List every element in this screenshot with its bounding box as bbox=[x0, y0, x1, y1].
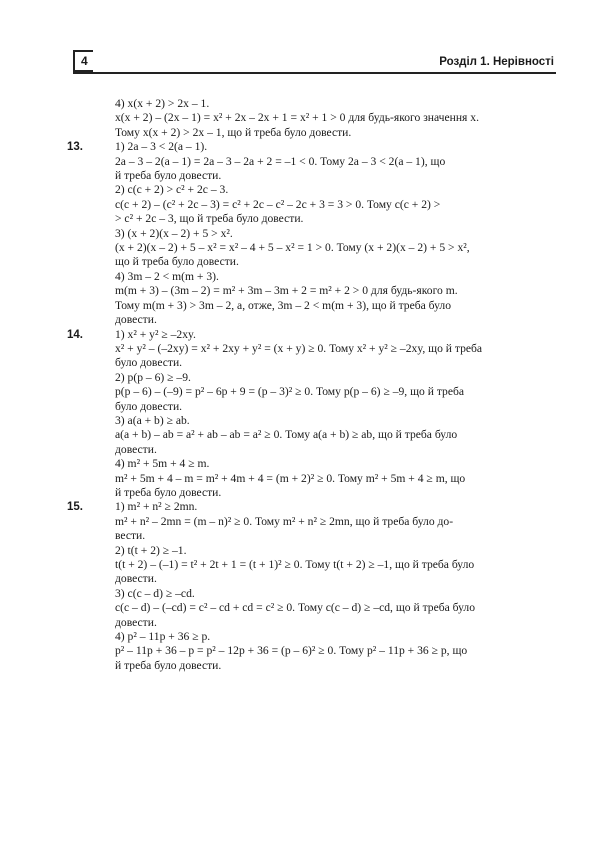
line-text: t(t + 2) – (–1) = t² + 2t + 1 = (t + 1)² ≥ 0. Тому t(t + 2) ≥ –1, що й треба було bbox=[115, 558, 475, 571]
line-text: 4) x(x + 2) > 2x – 1. bbox=[115, 97, 210, 110]
solution-line bbox=[115, 443, 555, 457]
line-text: > c² + 2c – 3, що й треба було довести. bbox=[115, 212, 304, 226]
line-text: m² + 5m + 4 – m = m² + 4m + 4 = (m + 2)² ≥ 0. Тому m² + 5m + 4 ≥ m, що bbox=[115, 471, 466, 485]
solutions-text bbox=[67, 97, 555, 673]
exercise-number: 14. bbox=[67, 328, 83, 341]
solution-line bbox=[115, 428, 555, 442]
solution-line bbox=[115, 169, 555, 183]
line-text: довести. bbox=[115, 313, 157, 327]
header-rule bbox=[73, 72, 556, 74]
line-text: 4) 3m – 2 < m(m + 3). bbox=[115, 269, 219, 283]
solution-line bbox=[115, 270, 555, 284]
line-text: 3) (x + 2)(x – 2) + 5 > x². bbox=[115, 226, 233, 240]
line-text: й треба було довести. bbox=[115, 169, 222, 183]
line-text: 1) x² + y² ≥ –2xy. bbox=[115, 327, 196, 341]
solution-line bbox=[115, 313, 555, 327]
line-text: й треба було довести. bbox=[115, 485, 222, 499]
line-text: довести. bbox=[115, 615, 157, 629]
solution-line bbox=[115, 414, 555, 428]
line-text: вести. bbox=[115, 529, 146, 543]
line-text: довести. bbox=[115, 572, 157, 586]
solution-line bbox=[115, 299, 555, 313]
solution-line bbox=[115, 126, 555, 140]
line-text: (x + 2)(x – 2) + 5 – x² = x² – 4 + 5 – x² = 1 > 0. Тому (x + 2)(x – 2) + 5 > x², bbox=[115, 241, 470, 255]
solution-line bbox=[67, 140, 555, 154]
line-text: m(m + 3) – (3m – 2) = m² + 3m – 3m + 2 = m² + 2 > 0 для будь-якого m. bbox=[115, 284, 458, 298]
solution-line bbox=[115, 342, 555, 356]
line-text: m² + n² – 2mn = (m – n)² ≥ 0. Тому m² + n² ≥ 2mn, що й треба було до- bbox=[115, 514, 454, 528]
line-text: 2) t(t + 2) ≥ –1. bbox=[115, 543, 187, 557]
solution-line bbox=[115, 155, 555, 169]
line-text: Тому x(x + 2) > 2x – 1, що й треба було довести. bbox=[115, 125, 352, 139]
line-text: довести. bbox=[115, 442, 157, 456]
line-text: c(c – d) – (–cd) = c² – cd + cd = c² ≥ 0. Тому c(c – d) ≥ –cd, що й треба було bbox=[115, 601, 476, 615]
solution-line bbox=[115, 241, 555, 255]
line-text: 2a – 3 – 2(a – 1) = 2a – 3 – 2a + 2 = –1 < 0. Тому 2a – 3 < 2(a – 1), що bbox=[115, 154, 446, 168]
solution-line bbox=[115, 227, 555, 241]
line-text: було довести. bbox=[115, 399, 183, 413]
solution-line bbox=[115, 515, 555, 529]
chapter-title: Розділ 1. Нерівності bbox=[439, 56, 554, 68]
solution-line bbox=[115, 198, 555, 212]
line-text: 1) 2a – 3 < 2(a – 1). bbox=[115, 140, 208, 154]
solution-line bbox=[115, 630, 555, 644]
solution-line bbox=[115, 400, 555, 414]
solution-line bbox=[115, 558, 555, 572]
line-text: 2) c(c + 2) > c² + 2c – 3. bbox=[115, 183, 229, 197]
solution-line bbox=[115, 587, 555, 601]
page-number: 4 bbox=[73, 50, 93, 72]
solution-line bbox=[115, 255, 555, 269]
line-text: 3) c(c – d) ≥ –cd. bbox=[115, 586, 195, 600]
solution-line bbox=[115, 356, 555, 370]
solution-line bbox=[115, 183, 555, 197]
line-text: 1) m² + n² ≥ 2mn. bbox=[115, 500, 198, 514]
line-text: x(x + 2) – (2x – 1) = x² + 2x – 2x + 1 = x² + 1 > 0 для будь-якого значення x. bbox=[115, 111, 479, 125]
solution-line bbox=[115, 644, 555, 658]
line-text: x² + y² – (–2xy) = x² + 2xy + y² = (x + y) ≥ 0. Тому x² + y² ≥ –2xy, що й треба bbox=[115, 341, 483, 355]
solution-line bbox=[115, 486, 555, 500]
line-text: 3) a(a + b) ≥ ab. bbox=[115, 413, 190, 427]
line-text: й треба було довести. bbox=[115, 658, 222, 672]
solution-line bbox=[67, 327, 555, 342]
solution-line bbox=[115, 111, 555, 125]
line-text: p² – 11p + 36 – p = p² – 12p + 36 = (p – 6)² ≥ 0. Тому p² – 11p + 36 ≥ p, що bbox=[115, 644, 468, 658]
solution-line bbox=[115, 457, 555, 471]
solution-line bbox=[115, 385, 555, 399]
line-text: 4) m² + 5m + 4 ≥ m. bbox=[115, 457, 210, 471]
solution-line bbox=[115, 572, 555, 586]
solution-line bbox=[67, 500, 555, 514]
solution-line bbox=[115, 601, 555, 615]
solution-line bbox=[115, 544, 555, 558]
solution-line bbox=[115, 371, 555, 385]
solution-line bbox=[115, 659, 555, 673]
line-text: 2) p(p – 6) ≥ –9. bbox=[115, 370, 191, 384]
solution-line bbox=[115, 529, 555, 543]
solution-line bbox=[115, 616, 555, 630]
line-text: c(c + 2) – (c² + 2c – 3) = c² + 2c – c² – 2c + 3 = 3 > 0. Тому c(c + 2) > bbox=[115, 197, 441, 211]
solution-line bbox=[115, 212, 555, 226]
exercise-number: 15. bbox=[67, 501, 83, 514]
line-text: було довести. bbox=[115, 356, 183, 370]
solution-line bbox=[115, 97, 555, 111]
solution-line bbox=[115, 472, 555, 486]
exercise-number: 13. bbox=[67, 141, 83, 154]
line-text: a(a + b) – ab = a² + ab – ab = a² ≥ 0. Тому a(a + b) ≥ ab, що й треба було bbox=[115, 428, 458, 442]
line-text: що й треба було довести. bbox=[115, 255, 239, 269]
line-text: 4) p² – 11p + 36 ≥ p. bbox=[115, 630, 211, 644]
line-text: Тому m(m + 3) > 3m – 2, а, отже, 3m – 2 < m(m + 3), що й треба було bbox=[115, 298, 452, 312]
line-text: p(p – 6) – (–9) = p² – 6p + 9 = (p – 3)² ≥ 0. Тому p(p – 6) ≥ –9, що й треба bbox=[115, 385, 465, 399]
solution-line bbox=[115, 284, 555, 298]
